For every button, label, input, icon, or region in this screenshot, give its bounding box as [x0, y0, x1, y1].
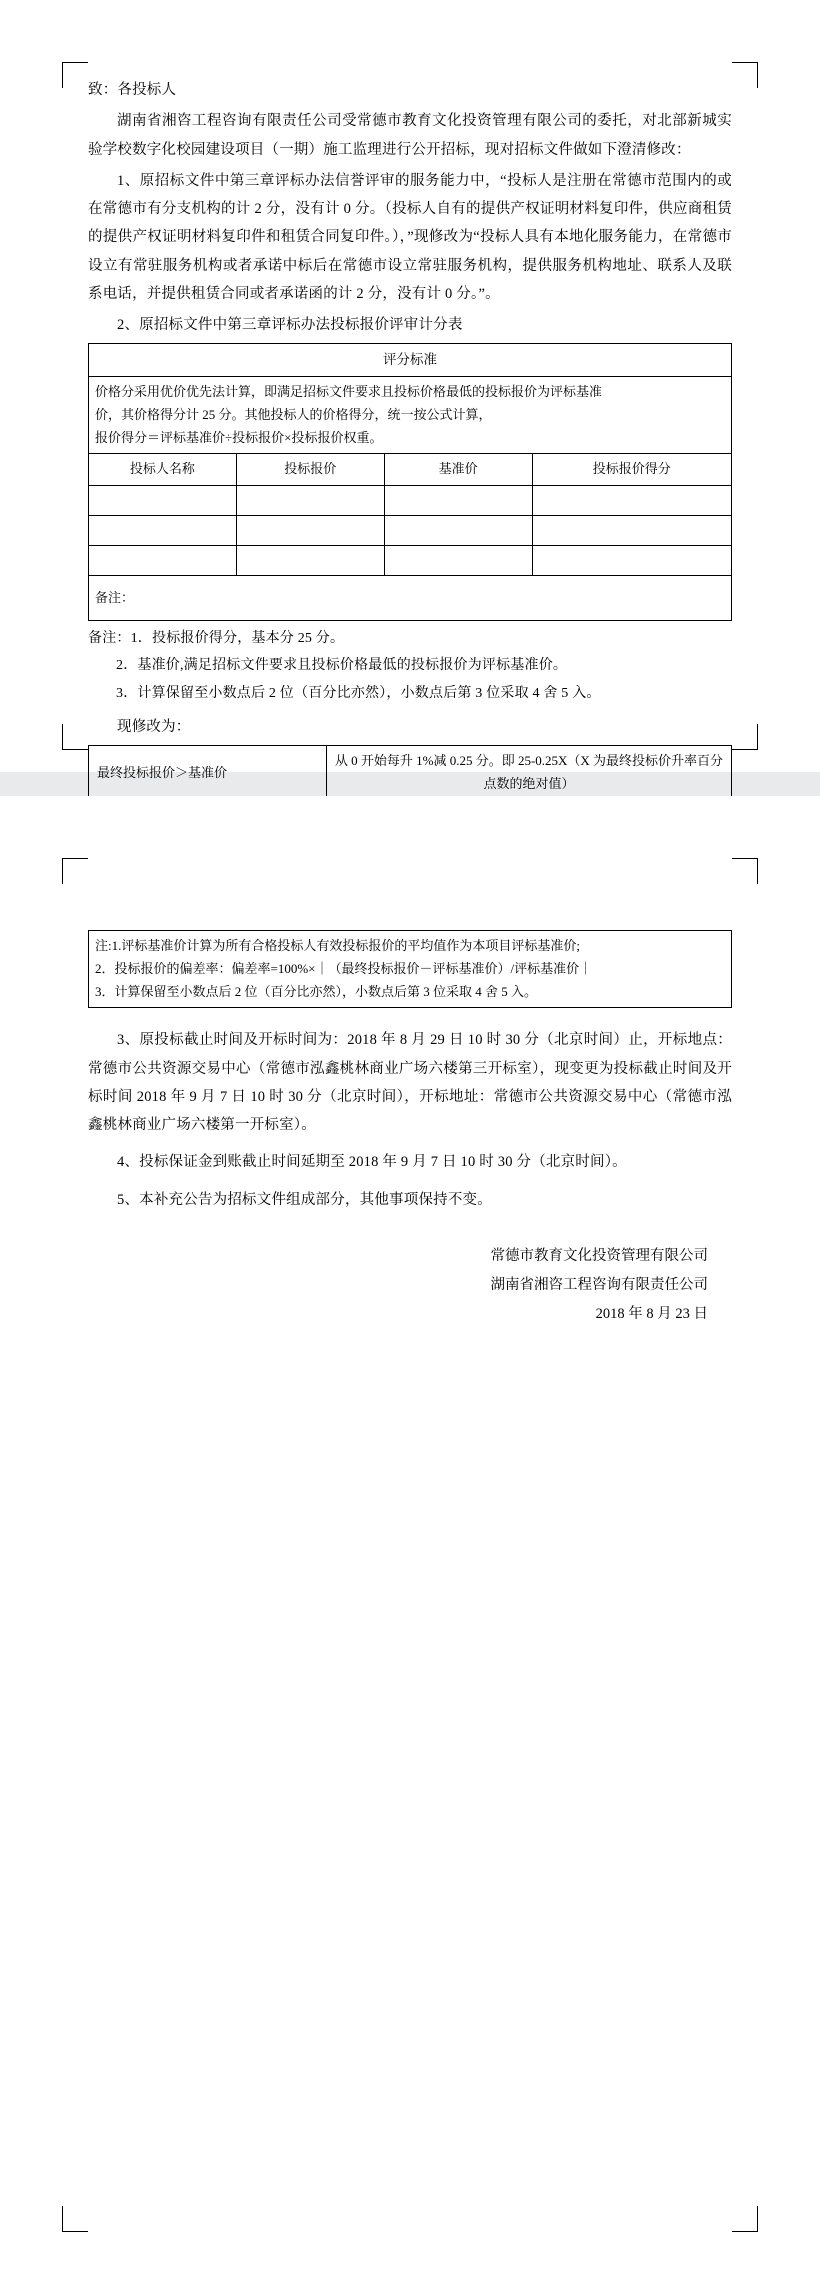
table-row	[89, 746, 732, 801]
column-header-bidder-name: 投标人名称	[89, 454, 237, 486]
item-4-paragraph: 4、投标保证金到账截止时间延期至 2018 年 9 月 7 日 10 时 30 分（北京时间）。	[117, 1154, 627, 1171]
item-5-paragraph: 5、本补充公告为招标文件组成部分，其他事项保持不变。	[117, 1191, 492, 1208]
column-header-base-price: 基准价	[384, 454, 532, 486]
cell	[89, 546, 237, 576]
signature-date: 2018 年 8 月 23 日	[595, 1305, 708, 1322]
table-row	[89, 486, 732, 516]
crop-mark-bottom-left	[62, 2206, 88, 2232]
base-price-note-line-2: 2．投标报价的偏差率：偏差率=100%×｜（最终投标报价－评标基准价）/评标基准价｜	[95, 960, 593, 976]
note-line-1: 备注：1．投标报价得分，基本分 25 分。	[88, 631, 345, 647]
scoring-table-title: 评分标准	[89, 344, 732, 377]
crop-mark-top-left	[62, 858, 88, 884]
crop-mark-bottom-right	[732, 724, 758, 750]
table-row	[89, 546, 732, 576]
signature-company-1: 常德市教育文化投资管理有限公司	[490, 1247, 708, 1264]
cell	[89, 486, 237, 516]
criteria-line-3: 报价得分＝评标基准价÷投标报价×投标报价权重。	[95, 429, 383, 445]
table-header-row	[89, 454, 732, 486]
cell	[236, 486, 384, 516]
cell	[236, 546, 384, 576]
intro-paragraph-1: 湖南省湘咨工程咨询有限责任公司受常德市教育文化投资管理有限公司的委托，对北部新城实验学校数字化校园建设项目（一期）施工监理进行公开招标，现对招标文件做如下澄清修改：	[88, 113, 732, 158]
table-row	[89, 516, 732, 546]
document-page-2	[0, 796, 820, 2294]
base-price-note-line-1: 注:1.评标基准价计算为所有合格投标人有效投标报价的平均值作为本项目评标基准价;	[95, 938, 580, 953]
cell	[89, 516, 237, 546]
table-row	[89, 576, 732, 621]
column-header-bid-score: 投标报价得分	[532, 454, 731, 486]
notes-after-table-1	[88, 625, 732, 707]
criteria-line-2: 价，其价格得分计 25 分。其他投标人的价格得分，统一按公式计算，	[95, 406, 492, 422]
revised-rule-value-1: 从 0 开始每升 1%减 0.25 分。即 25-0.25X（X 为最终投标价升率百分点数的绝对值）	[326, 746, 731, 801]
scoring-criteria-table	[88, 343, 732, 621]
signature-block	[88, 1242, 732, 1329]
cell	[384, 546, 532, 576]
base-price-note-line-3: 3．计算保留至小数点后 2 位（百分比亦然），小数点后第 3 位采取 4 舍 5 入。	[95, 983, 538, 999]
base-price-note-table	[88, 930, 732, 1008]
scoring-table-footer-label: 备注：	[89, 576, 732, 621]
crop-mark-top-right	[732, 858, 758, 884]
intro-paragraph-2: 1、原招标文件中第三章评标办法信誉评审的服务能力中，“投标人是注册在常德市范围内的或在常德市有分支机构的计 2 分，没有计 0 分。（投标人自有的提供产权证明材料复印件，供应商租赁的提供产权证明材料复印件和租赁合同复印件。），”现修改为“投标人具有本地化服务能力，在常德市设立有常驻服务机构或者承诺中标后在常德市设立常驻服务机构，提供服务机构地址、联系人及联系电话，并提供租赁合同或者承诺函的计 2 分，没有计 0 分。”。	[88, 172, 732, 302]
crop-mark-top-right	[732, 62, 758, 88]
revision-label: 现修改为：	[117, 718, 191, 735]
crop-mark-bottom-left	[62, 724, 88, 750]
table-row	[89, 931, 732, 1008]
base-price-note-cell	[89, 931, 732, 1008]
criteria-line-1: 价格分采用优价优先法计算，即满足招标文件要求且投标价格最低的投标报价为评标基准	[95, 384, 603, 400]
crop-mark-top-left	[62, 62, 88, 88]
spacer	[88, 1012, 732, 1026]
intro-paragraph-3: 2、原招标文件中第三章评标办法投标报价评审计分表	[117, 317, 463, 334]
item-3-paragraph: 3、原投标截止时间及开标时间为：2018 年 8 月 29 日 10 时 30 分（北京时间）止，开标地点：常德市公共资源交易中心（常德市泓鑫桃林商业广场六楼第三开标室），现变更为投标截止时间及开标时间 2018 年 9 月 7 日 10 时 30 分（北京时间），开标地址：常德市公共资源交易中心（常德市泓鑫桃林商业广场六楼第一开标室）。	[88, 1032, 732, 1134]
note-line-2: 2．基准价,满足招标文件要求且投标价格最低的投标报价为评标基准价。	[116, 658, 568, 674]
cell	[532, 546, 731, 576]
revised-rule-label-1: 最终投标报价＞基准价	[89, 746, 327, 801]
cell	[236, 516, 384, 546]
salutation: 致：各投标人	[88, 82, 177, 98]
signature-company-2: 湖南省湘咨工程咨询有限责任公司	[490, 1276, 708, 1293]
cell	[532, 486, 731, 516]
column-header-bid-price: 投标报价	[236, 454, 384, 486]
table-row	[89, 377, 732, 454]
page-2-content	[88, 926, 732, 1329]
document-page-1	[0, 0, 820, 791]
crop-mark-bottom-right	[732, 2206, 758, 2232]
table-row	[89, 344, 732, 377]
cell	[532, 516, 731, 546]
note-line-3: 3．计算保留至小数点后 2 位（百分比亦然），小数点后第 3 位采取 4 舍 5 入。	[116, 685, 601, 701]
cell	[384, 516, 532, 546]
cell	[384, 486, 532, 516]
scoring-criteria-cell	[89, 377, 732, 454]
